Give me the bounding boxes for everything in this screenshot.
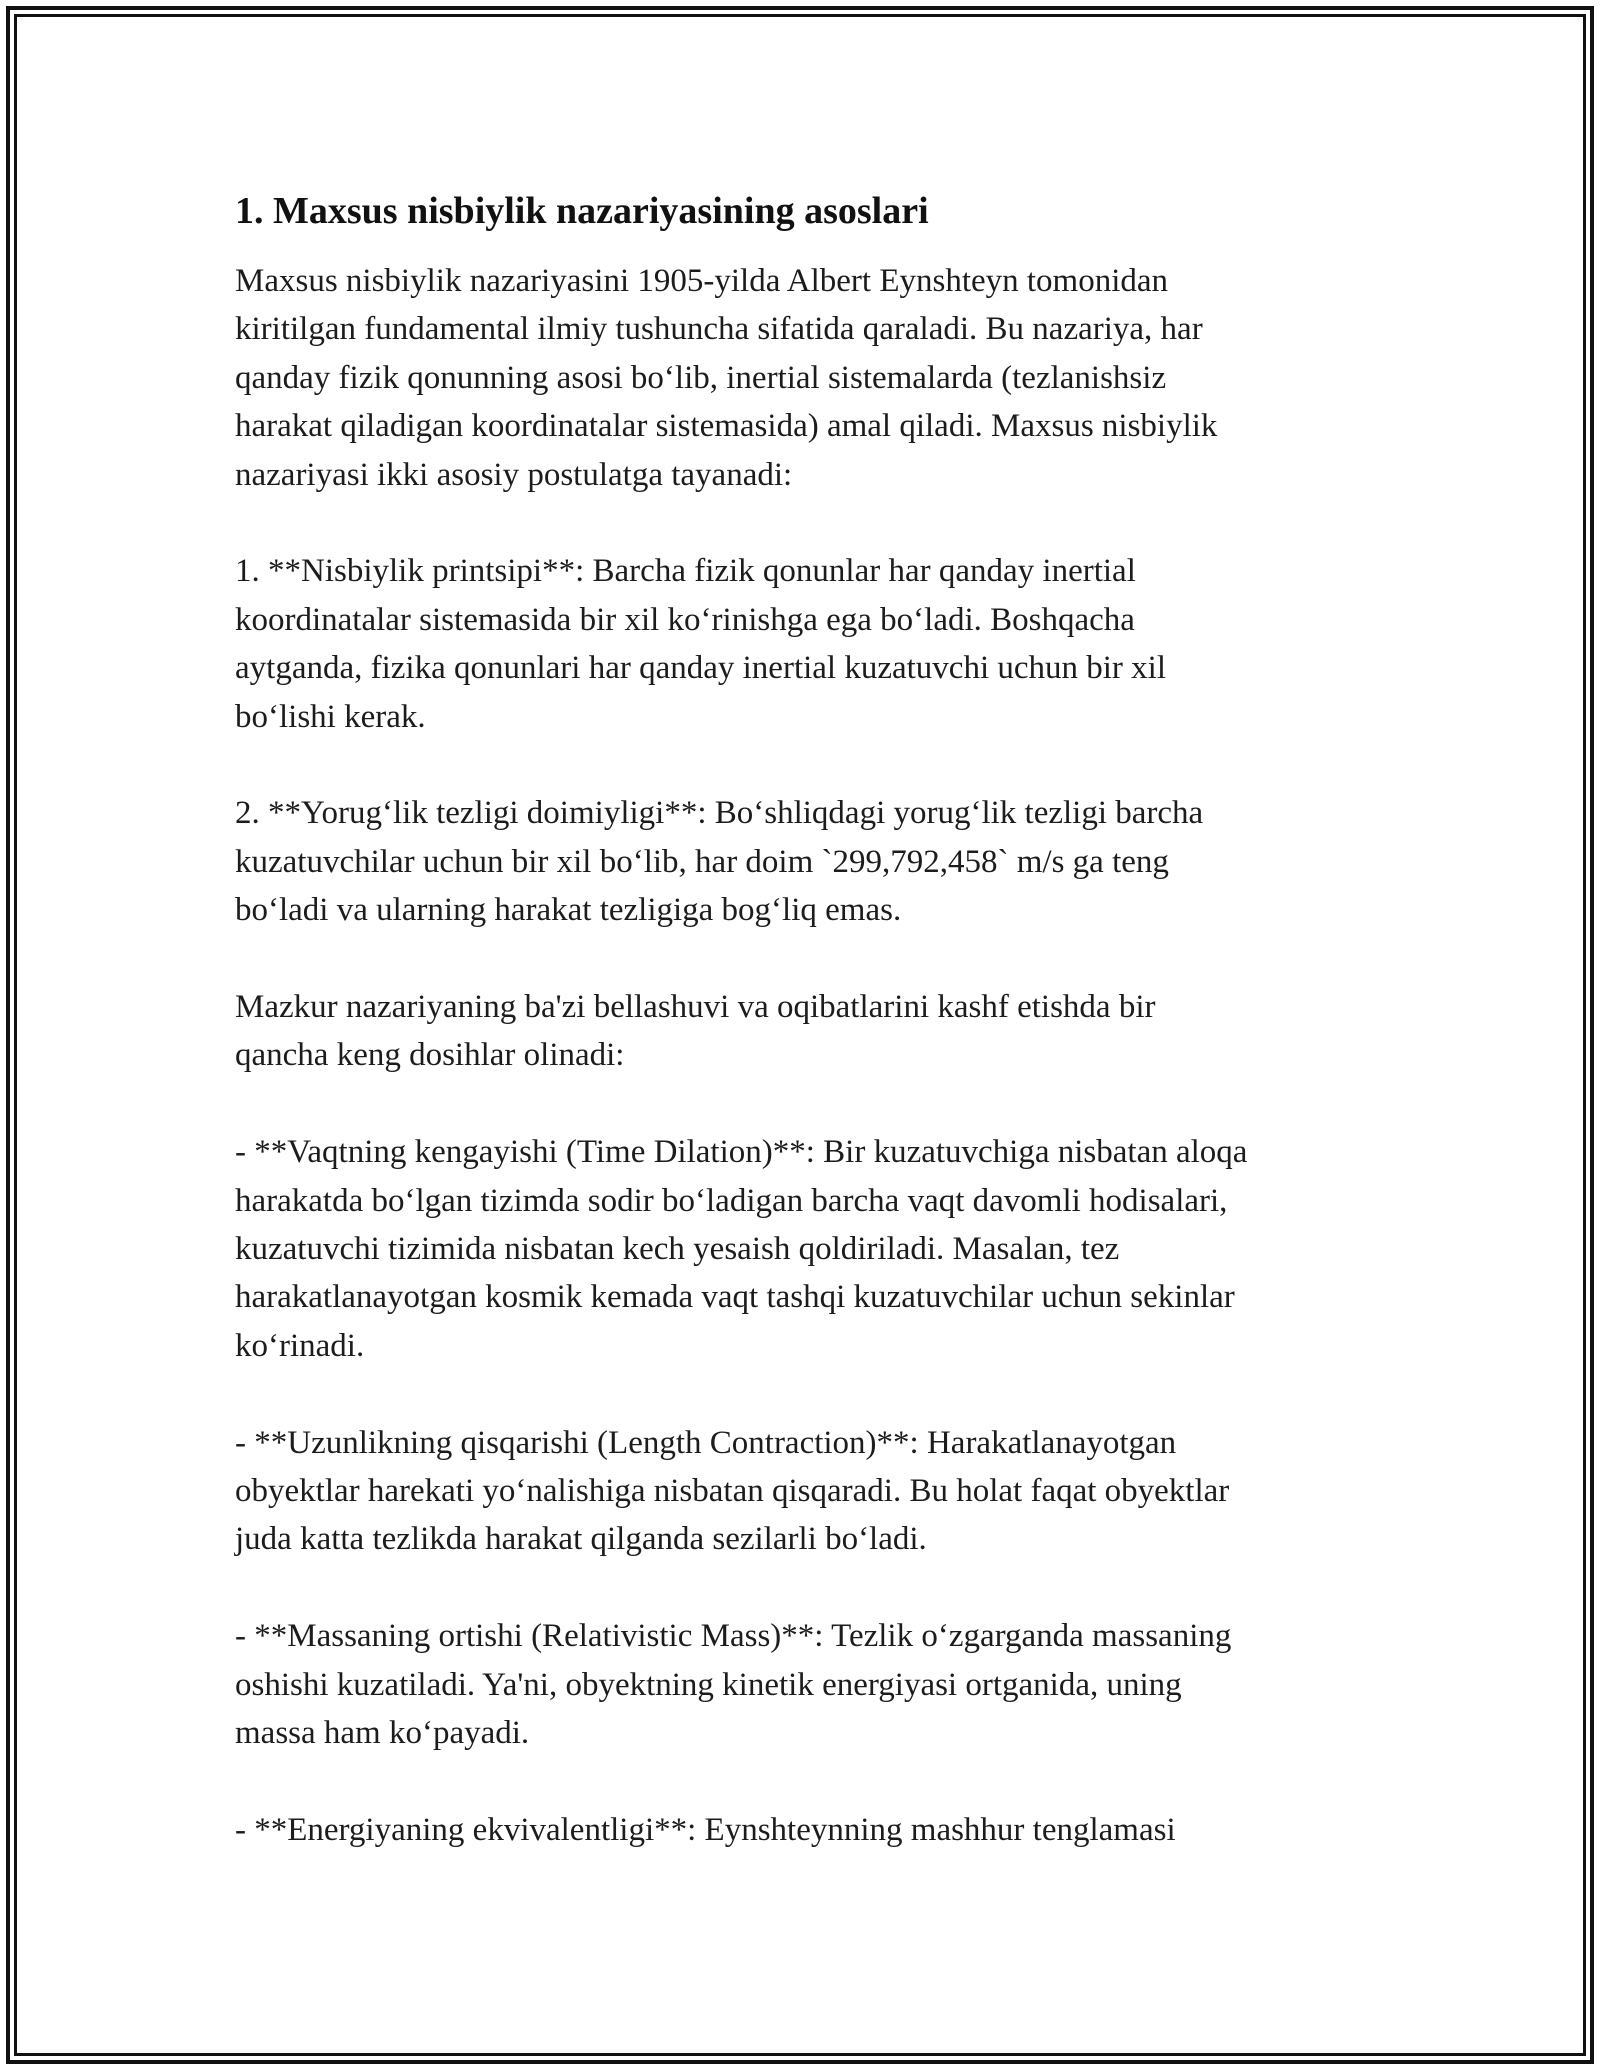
document-body bbox=[235, 185, 1395, 1903]
paragraph-time-dilation: - **Vaqtning kengayishi (Time Dilation)**: Bir kuzatuvchiga nisbatan aloqa harakatda bo‘lgan tizimda sodir bo‘ladigan barcha vaqt davomli hodisalari, kuzatuvchi tizimida nisbatan kech yesaish qoldiriladi. Masalan, tez harakatlanayotgan kosmik kemada vaqt tashqi kuzatuvchilar uchun sekinlar ko‘rinadi. bbox=[235, 1134, 1248, 1364]
paragraph-energy-equivalence: - **Energiyaning ekvivalentligi**: Eynshteynning mashhur tenglamasi bbox=[235, 1811, 1176, 1848]
paragraph-postulate-1: 1. **Nisbiylik printsipi**: Barcha fizik qonunlar har qanday inertial koordinatalar sistemasida bir xil ko‘rinishga ega bo‘ladi. Boshqacha aytganda, fizika qonunlari har qanday inertial kuzatuvchi uchun bir xil bo‘lishi kerak. bbox=[235, 553, 1167, 735]
paragraph-postulate-2: 2. **Yorug‘lik tezligi doimiyligi**: Bo‘shliqdagi yorug‘lik tezligi barcha kuzatuvchilar uchun bir xil bo‘lib, har doim `299,792,458` m/s ga teng bo‘ladi va ularning harakat tezligiga bog‘liq emas. bbox=[235, 795, 1204, 929]
paragraph-length-contraction: - **Uzunlikning qisqarishi (Length Contraction)**: Harakatlanayotgan obyektlar harekati yo‘nalishiga nisbatan qisqaradi. Bu holat faqat obyektlar juda katta tezlikda harakat qilganda sezilarli bo‘ladi. bbox=[235, 1424, 1230, 1558]
paragraph-consequences-intro: Mazkur nazariyaning ba'zi bellashuvi va oqibatlarini kashf etishda bir qancha keng dosihlar olinadi: bbox=[235, 989, 1156, 1074]
paragraph-relativistic-mass: - **Massaning ortishi (Relativistic Mass)**: Tezlik o‘zgarganda massaning oshishi kuzatiladi. Ya'ni, obyektning kinetik energiyasi ortganida, uning massa ham ko‘payadi. bbox=[235, 1618, 1232, 1752]
paragraph-intro: Maxsus nisbiylik nazariyasini 1905-yilda Albert Eynshteyn tomonidan kiritilgan fundamental ilmiy tushuncha sifatida qaraladi. Bu nazariya, har qanday fizik qonunning asosi bo‘lib, inertial sistemalarda (tezlanishsiz harakat qiladigan koordinatalar sistemasida) amal qiladi. Maxsus nisbiylik nazariyasi ikki asosiy postulatga tayanadi: bbox=[235, 263, 1218, 493]
document-title: 1. Maxsus nisbiylik nazariyasining asoslari bbox=[235, 190, 929, 232]
